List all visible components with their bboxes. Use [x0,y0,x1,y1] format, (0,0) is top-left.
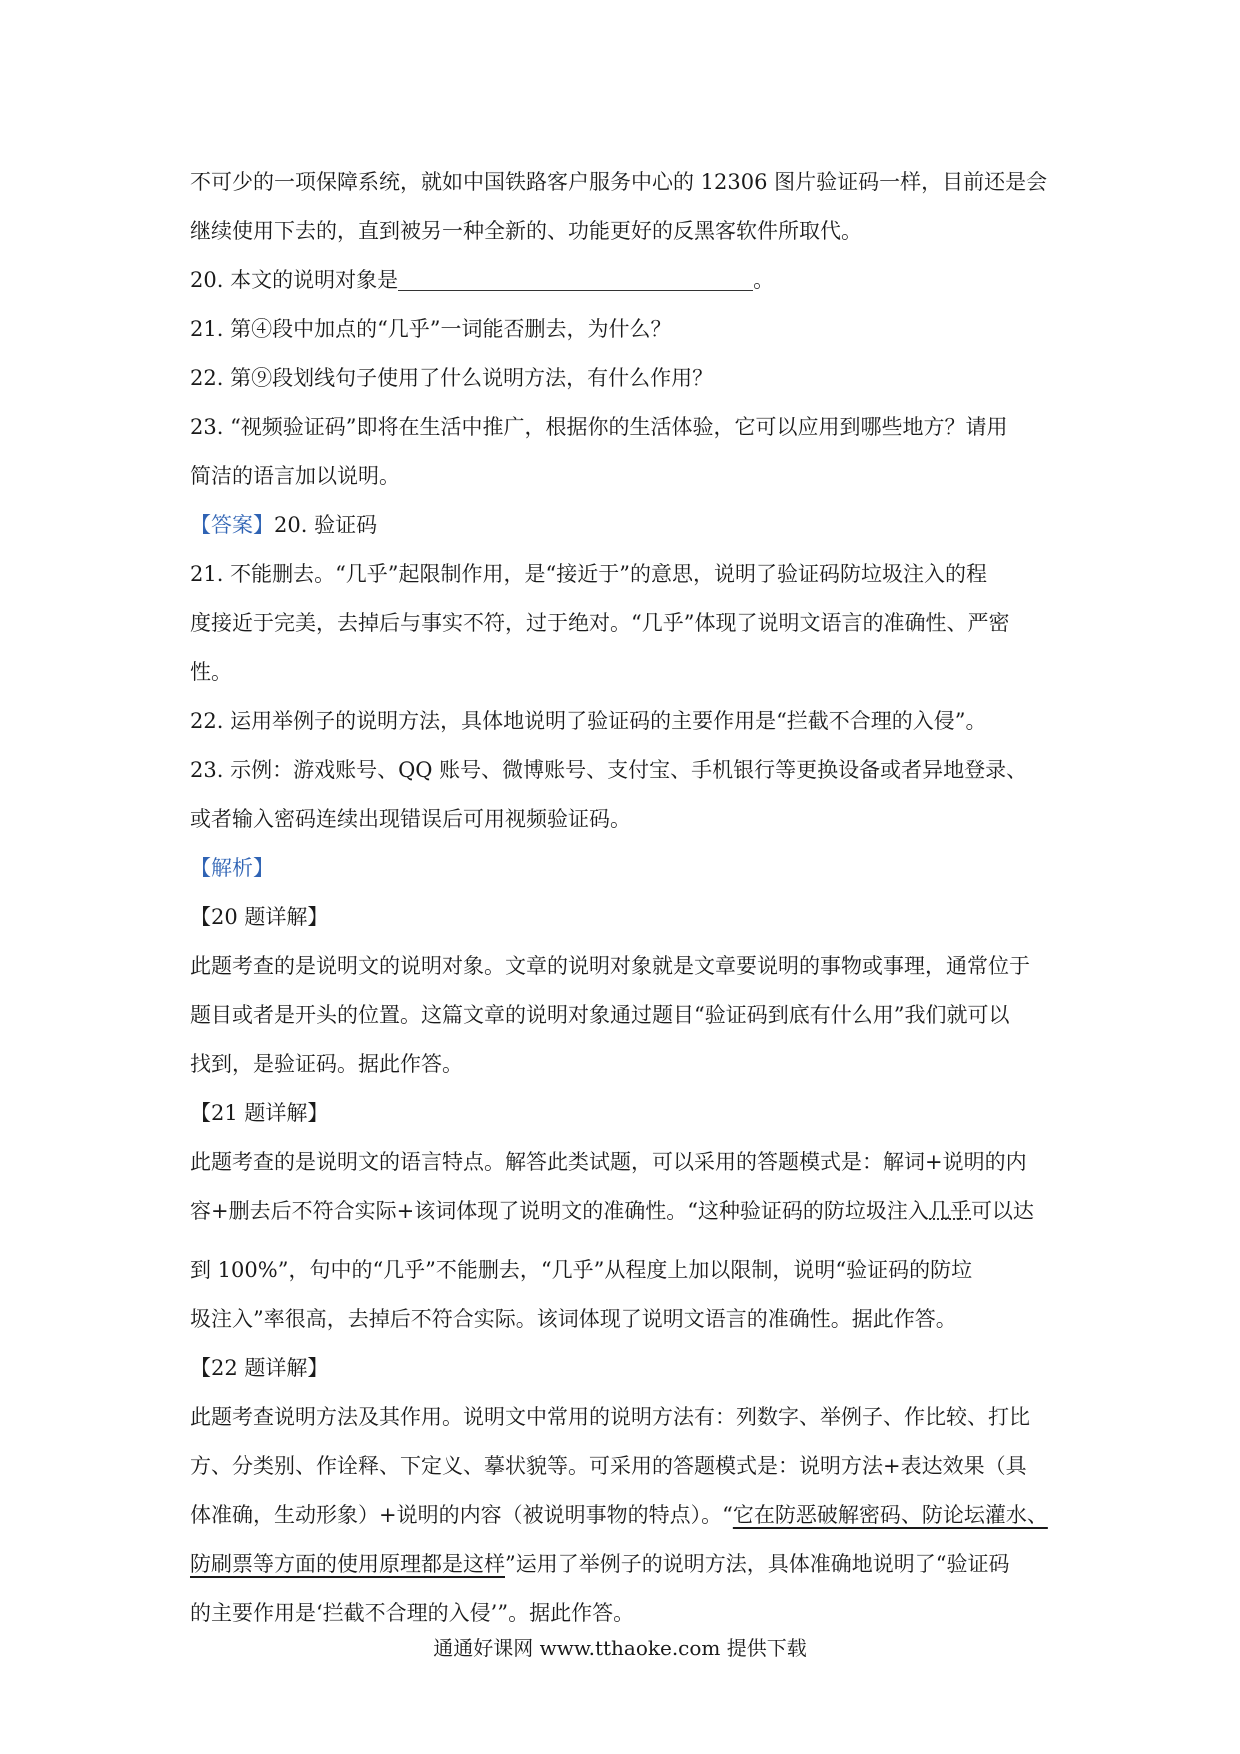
analysis-22-line: 的主要作用是‘拦截不合理的入侵’”。据此作答。 [190,1601,635,1625]
analysis-21-heading: 【21 题详解】 [190,1101,329,1125]
analysis-22-line: 方、分类别、作诠释、下定义、摹状貌等。可采用的答题模式是：说明方法+表达效果（具 [190,1454,1027,1478]
answer-20 [190,501,1060,550]
analysis-21-line [190,1187,1060,1236]
analysis-22-line: 此题考查说明方法及其作用。说明文中常用的说明方法有：列数字、举例子、作比较、打比 [190,1405,1030,1429]
passage-line: 不可少的一项保障系统，就如中国铁路客户服务中心的 12306 图片验证码一样，目前还是会 [190,170,1048,194]
page-footer: 通通好课网 www.tthaoke.com 提供下载 [433,1636,807,1660]
underlined-sentence: 防刷票等方面的使用原理都是这样 [190,1552,505,1576]
analysis-20-heading: 【20 题详解】 [190,905,329,929]
analysis-22-heading: 【22 题详解】 [190,1356,329,1380]
question-21: 21. 第④段中加点的“几乎”一词能否删去，为什么？ [190,317,672,341]
question-23-cont: 简洁的语言加以说明。 [190,464,400,488]
spacer [190,1236,1060,1246]
underlined-sentence: 它在防恶破解密码、防论坛灌水、 [732,1503,1048,1527]
question-23: 23. “视频验证码”即将在生活中推广，根据你的生活体验，它可以应用到哪些地方？请用 [190,415,1008,439]
answer-23: 23. 示例：游戏账号、QQ 账号、微博账号、支付宝、手机银行等更换设备或者异地登录、 [190,758,1028,782]
analysis-21-line: 此题考查的是说明文的语言特点。解答此类试题，可以采用的答题模式是：解词+说明的内 [190,1150,1027,1174]
emphasis-dotted-word: 几乎 [928,1199,971,1223]
question-20 [190,256,1060,305]
analysis-21-line: 到 100%”，句中的“几乎”不能删去，“几乎”从程度上加以限制，说明“验证码的防垃 [190,1258,973,1282]
analysis-tag: 【解析】 [190,856,274,880]
question-20-text: 20. 本文的说明对象是 [190,268,399,292]
answer-21-cont: 度接近于完美，去掉后与事实不符，过于绝对。“几乎”体现了说明文语言的准确性、严密 [190,611,1010,635]
question-20-end: 。 [753,268,775,292]
answer-21: 21. 不能删去。“几乎”起限制作用，是“接近于”的意思，说明了验证码防垃圾注入的程 [190,562,988,586]
analysis-22-line [190,1491,1060,1540]
analysis-22-text: ”运用了举例子的说明方法，具体准确地说明了“验证码 [505,1552,1010,1576]
analysis-20-line: 找到，是验证码。据此作答。 [190,1052,463,1076]
answer-21-cont: 性。 [190,660,232,684]
analysis-21-line: 圾注入”率很高，去掉后不符合实际。该词体现了说明文语言的准确性。据此作答。 [190,1307,957,1331]
analysis-21-text: 容+删去后不符合实际+该词体现了说明文的准确性。“这种验证码的防垃圾注入 [190,1199,929,1223]
passage-line: 继续使用下去的，直到被另一种全新的、功能更好的反黑客软件所取代。 [190,219,862,243]
answer-20-text: 20. 验证码 [274,513,378,537]
answer-blank [398,266,753,291]
answer-22: 22. 运用举例子的说明方法，具体地说明了验证码的主要作用是“拦截不合理的入侵”。 [190,709,987,733]
analysis-22-line [190,1540,1060,1589]
analysis-21-text: 可以达 [970,1199,1034,1223]
analysis-22-text: 体准确，生动形象）+说明的内容（被说明事物的特点）。“ [190,1503,733,1527]
question-22: 22. 第⑨段划线句子使用了什么说明方法，有什么作用？ [190,366,714,390]
answer-23-cont: 或者输入密码连续出现错误后可用视频验证码。 [190,807,631,831]
analysis-20-line: 题目或者是开头的位置。这篇文章的说明对象通过题目“验证码到底有什么用”我们就可以 [190,1003,1010,1027]
document-body [190,158,1060,1638]
answer-tag: 【答案】 [190,513,274,537]
analysis-20-line: 此题考查的是说明文的说明对象。文章的说明对象就是文章要说明的事物或事理，通常位于 [190,954,1030,978]
